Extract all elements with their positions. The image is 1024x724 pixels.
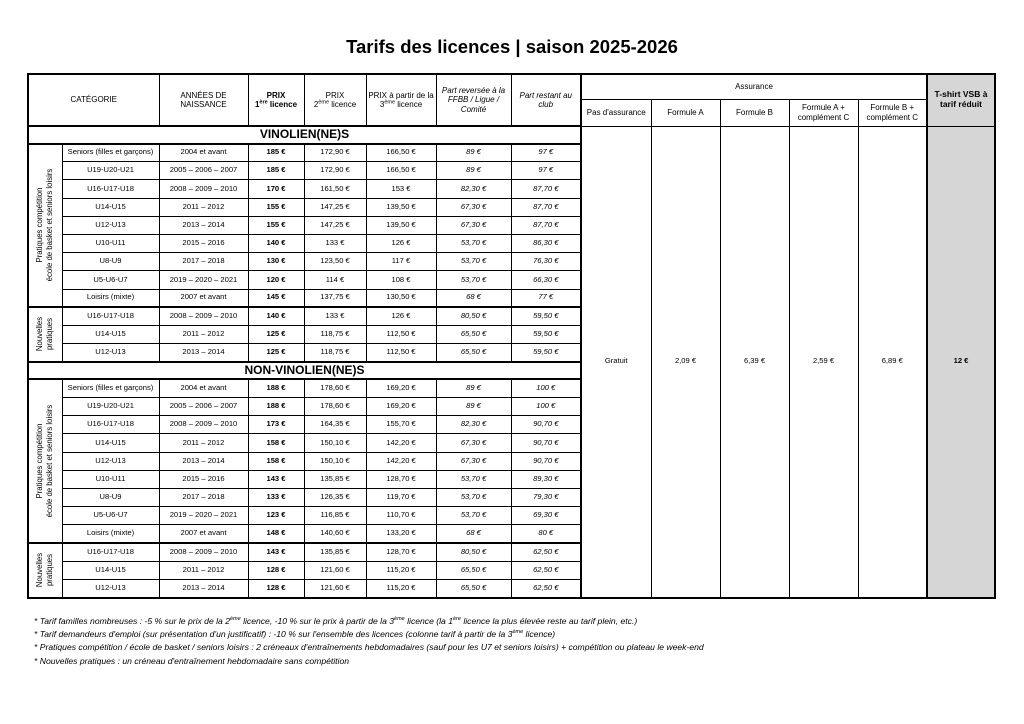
cell-annees: 2008 – 2009 – 2010 xyxy=(159,543,248,561)
cell-part-ffbb: 53,70 € xyxy=(436,253,511,271)
cell-prix-1: 128 € xyxy=(248,561,304,579)
footnote-sup: ème xyxy=(394,616,405,623)
footnote-text: * Pratiques compétition / école de basket / seniors loisirs : 2 créneaux d'entraînements hebdomadaires (sauf pour les U7 et seniors loisirs) + compétition ou plateau le week-end xyxy=(34,642,704,653)
cell-prix-2: 114 € xyxy=(304,271,366,289)
group-label-nouvelles xyxy=(28,543,62,598)
cell-prix-1: 145 € xyxy=(248,289,304,307)
cell-prix-1: 158 € xyxy=(248,434,304,452)
cell-prix-3: 169,20 € xyxy=(366,379,436,397)
cell-part-club: 86,30 € xyxy=(511,234,581,252)
cell-categorie: U12-U13 xyxy=(62,344,159,362)
cell-part-ffbb: 68 € xyxy=(436,525,511,543)
cell-categorie: Seniors (filles et garçons) xyxy=(62,144,159,162)
cell-prix-2: 121,60 € xyxy=(304,579,366,597)
footnotes xyxy=(34,615,704,668)
cell-prix-3: 139,50 € xyxy=(366,216,436,234)
cell-prix-3: 169,20 € xyxy=(366,397,436,415)
cell-prix-2: 123,50 € xyxy=(304,253,366,271)
header-prix-1: PRIX 1ère licence xyxy=(248,74,304,126)
cell-categorie: U16-U17-U18 xyxy=(62,416,159,434)
footnote-text: * Nouvelles pratiques : un créneau d'entraînement hebdomadaire sans compétition xyxy=(34,655,350,666)
cell-part-club: 69,30 € xyxy=(511,507,581,525)
cell-prix-2: 135,85 € xyxy=(304,470,366,488)
cell-prix-2: 150,10 € xyxy=(304,434,366,452)
footnote-text: licence, -10 % sur le prix à partir de la 3 xyxy=(240,616,395,626)
group-label-competition xyxy=(28,144,62,308)
cell-prix-2: 133 € xyxy=(304,307,366,325)
cell-prix-3: 126 € xyxy=(366,307,436,325)
cell-categorie: U14-U15 xyxy=(62,434,159,452)
cell-prix-3: 119,70 € xyxy=(366,488,436,506)
section-row xyxy=(28,126,995,144)
group-label-competition-line-2: école de basket et seniors loisirs xyxy=(45,169,55,282)
cell-annees: 2005 – 2006 – 2007 xyxy=(159,162,248,180)
cell-categorie: Loisirs (mixte) xyxy=(62,289,159,307)
header-annees: ANNÉES DE NAISSANCE xyxy=(159,74,248,126)
cell-annees: 2019 – 2020 – 2021 xyxy=(159,271,248,289)
cell-prix-1: 155 € xyxy=(248,198,304,216)
footnote-text: * Tarif demandeurs d'emploi (sur présentation d'un justificatif) : -10 % sur l'ensemble des licences (colonne tarif à partir de la 3 xyxy=(34,629,513,640)
cell-categorie: U16-U17-U18 xyxy=(62,307,159,325)
group-label-nouvelles-line-1: Nouvelles xyxy=(35,553,45,588)
cell-part-ffbb: 65,50 € xyxy=(436,561,511,579)
cell-prix-1: 140 € xyxy=(248,307,304,325)
cell-prix-3: 112,50 € xyxy=(366,325,436,343)
cell-prix-1: 188 € xyxy=(248,397,304,415)
cell-part-club: 66,30 € xyxy=(511,271,581,289)
cell-part-club: 90,70 € xyxy=(511,452,581,470)
cell-prix-2: 178,60 € xyxy=(304,397,366,415)
cell-prix-3: 133,20 € xyxy=(366,525,436,543)
cell-annees: 2005 – 2006 – 2007 xyxy=(159,397,248,415)
cell-prix-3: 117 € xyxy=(366,253,436,271)
cell-prix-2: 178,60 € xyxy=(304,379,366,397)
cell-prix-1: 128 € xyxy=(248,579,304,597)
cell-part-club: 97 € xyxy=(511,144,581,162)
cell-prix-1: 130 € xyxy=(248,253,304,271)
cell-annees: 2011 – 2012 xyxy=(159,434,248,452)
cell-prix-1: 143 € xyxy=(248,470,304,488)
cell-categorie: U8-U9 xyxy=(62,253,159,271)
cell-part-ffbb: 53,70 € xyxy=(436,271,511,289)
cell-part-ffbb: 53,70 € xyxy=(436,488,511,506)
header-formule-a-c: Formule A + complément C xyxy=(789,99,858,126)
cell-prix-3: 142,20 € xyxy=(366,434,436,452)
cell-categorie: U19-U20-U21 xyxy=(62,162,159,180)
footnote-sup: ème xyxy=(512,629,524,636)
cell-annees: 2008 – 2009 – 2010 xyxy=(159,180,248,198)
cell-prix-1: 188 € xyxy=(248,379,304,397)
cell-prix-2: 135,85 € xyxy=(304,543,366,561)
footnote-text: * Tarif familles nombreuses : -5 % sur le prix de la 2 xyxy=(34,616,230,626)
cell-categorie: U16-U17-U18 xyxy=(62,180,159,198)
cell-part-club: 59,50 € xyxy=(511,307,581,325)
cell-part-club: 87,70 € xyxy=(511,216,581,234)
group-label-competition xyxy=(28,379,62,543)
cell-prix-1: 155 € xyxy=(248,216,304,234)
cell-prix-3: 155,70 € xyxy=(366,416,436,434)
cell-prix-1: 185 € xyxy=(248,162,304,180)
cell-prix-2: 147,25 € xyxy=(304,198,366,216)
cell-formule-a: 2,09 € xyxy=(651,126,720,598)
cell-part-club: 62,50 € xyxy=(511,543,581,561)
cell-part-club: 100 € xyxy=(511,397,581,415)
cell-categorie: U14-U15 xyxy=(62,198,159,216)
cell-prix-1: 185 € xyxy=(248,144,304,162)
cell-part-ffbb: 89 € xyxy=(436,144,511,162)
cell-part-club: 89,30 € xyxy=(511,470,581,488)
cell-formule-a-c: 2,59 € xyxy=(789,126,858,598)
cell-part-ffbb: 65,50 € xyxy=(436,344,511,362)
cell-prix-2: 116,85 € xyxy=(304,507,366,525)
cell-prix-3: 153 € xyxy=(366,180,436,198)
cell-prix-3: 108 € xyxy=(366,271,436,289)
cell-annees: 2019 – 2020 – 2021 xyxy=(159,507,248,525)
footnote-sup: ère xyxy=(452,616,461,623)
cell-annees: 2015 – 2016 xyxy=(159,234,248,252)
cell-prix-1: 143 € xyxy=(248,543,304,561)
cell-prix-2: 137,75 € xyxy=(304,289,366,307)
footnote-text: licence la plus élevée reste au tarif plein, etc.) xyxy=(460,616,638,626)
cell-annees: 2013 – 2014 xyxy=(159,579,248,597)
cell-prix-2: 140,60 € xyxy=(304,525,366,543)
footnote-text: licence) xyxy=(523,629,556,640)
cell-prix-1: 170 € xyxy=(248,180,304,198)
header-formule-b: Formule B xyxy=(720,99,789,126)
header-part-ffbb: Part reversée à la FFBB / Ligue / Comité xyxy=(436,74,511,126)
cell-part-ffbb: 53,70 € xyxy=(436,234,511,252)
cell-categorie: Loisirs (mixte) xyxy=(62,525,159,543)
cell-part-club: 59,50 € xyxy=(511,344,581,362)
header-tshirt: T-shirt VSB à tarif réduit xyxy=(927,74,995,126)
group-label-competition-line-2: école de basket et seniors loisirs xyxy=(45,404,55,518)
cell-part-ffbb: 53,70 € xyxy=(436,470,511,488)
cell-prix-3: 139,50 € xyxy=(366,198,436,216)
cell-part-ffbb: 67,30 € xyxy=(436,216,511,234)
cell-annees: 2004 et avant xyxy=(159,379,248,397)
header-assurance: Assurance xyxy=(581,74,927,99)
cell-categorie: U19-U20-U21 xyxy=(62,397,159,415)
cell-part-club: 79,30 € xyxy=(511,488,581,506)
cell-prix-1: 133 € xyxy=(248,488,304,506)
cell-part-ffbb: 89 € xyxy=(436,379,511,397)
cell-prix-2: 164,35 € xyxy=(304,416,366,434)
group-label-nouvelles-line-2: pratiques xyxy=(45,554,55,587)
cell-tshirt: 12 € xyxy=(927,126,995,598)
footnote-text: licence (la 1 xyxy=(404,616,453,626)
cell-part-club: 77 € xyxy=(511,289,581,307)
cell-categorie: Seniors (filles et garçons) xyxy=(62,379,159,397)
cell-part-club: 87,70 € xyxy=(511,180,581,198)
cell-part-club: 76,30 € xyxy=(511,253,581,271)
cell-annees: 2007 et avant xyxy=(159,289,248,307)
group-label-nouvelles-line-2: pratiques xyxy=(45,318,55,351)
cell-annees: 2017 – 2018 xyxy=(159,488,248,506)
footnote xyxy=(34,655,704,668)
cell-annees: 2008 – 2009 – 2010 xyxy=(159,307,248,325)
cell-prix-2: 118,75 € xyxy=(304,325,366,343)
footnote xyxy=(34,641,704,654)
cell-annees: 2011 – 2012 xyxy=(159,325,248,343)
cell-prix-2: 133 € xyxy=(304,234,366,252)
cell-part-ffbb: 80,50 € xyxy=(436,307,511,325)
cell-part-ffbb: 65,50 € xyxy=(436,325,511,343)
section-title: NON-VINOLIEN(NE)S xyxy=(28,362,581,380)
cell-annees: 2007 et avant xyxy=(159,525,248,543)
cell-part-ffbb: 89 € xyxy=(436,397,511,415)
cell-annees: 2008 – 2009 – 2010 xyxy=(159,416,248,434)
cell-categorie: U5-U6-U7 xyxy=(62,507,159,525)
cell-prix-3: 112,50 € xyxy=(366,344,436,362)
cell-part-club: 59,50 € xyxy=(511,325,581,343)
cell-prix-2: 121,60 € xyxy=(304,561,366,579)
cell-prix-1: 125 € xyxy=(248,344,304,362)
section-title: VINOLIEN(NE)S xyxy=(28,126,581,144)
cell-part-ffbb: 67,30 € xyxy=(436,434,511,452)
footnote xyxy=(34,615,704,628)
cell-prix-2: 161,50 € xyxy=(304,180,366,198)
cell-categorie: U8-U9 xyxy=(62,488,159,506)
cell-part-ffbb: 67,30 € xyxy=(436,452,511,470)
cell-prix-1: 173 € xyxy=(248,416,304,434)
cell-annees: 2011 – 2012 xyxy=(159,198,248,216)
cell-part-club: 97 € xyxy=(511,162,581,180)
footnote xyxy=(34,628,704,641)
group-label-competition-line-1: Pratiques compétition xyxy=(35,423,45,499)
cell-prix-2: 150,10 € xyxy=(304,452,366,470)
cell-prix-1: 125 € xyxy=(248,325,304,343)
cell-pas-assurance: Gratuit xyxy=(581,126,651,598)
cell-formule-b-c: 6,89 € xyxy=(858,126,927,598)
header-formule-a: Formule A xyxy=(651,99,720,126)
cell-annees: 2013 – 2014 xyxy=(159,344,248,362)
cell-prix-1: 148 € xyxy=(248,525,304,543)
cell-part-ffbb: 65,50 € xyxy=(436,579,511,597)
cell-prix-3: 115,20 € xyxy=(366,579,436,597)
cell-prix-3: 110,70 € xyxy=(366,507,436,525)
cell-part-club: 62,50 € xyxy=(511,561,581,579)
cell-prix-2: 126,35 € xyxy=(304,488,366,506)
header-row-1 xyxy=(28,74,995,99)
cell-part-club: 87,70 € xyxy=(511,198,581,216)
cell-annees: 2015 – 2016 xyxy=(159,470,248,488)
cell-categorie: U14-U15 xyxy=(62,561,159,579)
header-pas-assurance: Pas d'assurance xyxy=(581,99,651,126)
header-prix-3: PRIX à partir de la 3ème licence xyxy=(366,74,436,126)
cell-prix-2: 172,90 € xyxy=(304,162,366,180)
cell-part-ffbb: 53,70 € xyxy=(436,507,511,525)
page-title: Tarifs des licences | saison 2025-2026 xyxy=(346,36,678,57)
cell-categorie: U16-U17-U18 xyxy=(62,543,159,561)
header-categorie: CATÉGORIE xyxy=(28,74,159,126)
cell-part-ffbb: 68 € xyxy=(436,289,511,307)
cell-prix-3: 128,70 € xyxy=(366,470,436,488)
cell-prix-1: 140 € xyxy=(248,234,304,252)
cell-categorie: U12-U13 xyxy=(62,216,159,234)
cell-categorie: U12-U13 xyxy=(62,579,159,597)
cell-annees: 2013 – 2014 xyxy=(159,452,248,470)
cell-categorie: U14-U15 xyxy=(62,325,159,343)
cell-annees: 2017 – 2018 xyxy=(159,253,248,271)
cell-annees: 2011 – 2012 xyxy=(159,561,248,579)
footnote-sup: ème xyxy=(230,616,241,623)
cell-part-club: 100 € xyxy=(511,379,581,397)
cell-prix-3: 130,50 € xyxy=(366,289,436,307)
group-label-nouvelles xyxy=(28,307,62,362)
cell-prix-3: 115,20 € xyxy=(366,561,436,579)
tariff-table xyxy=(27,73,996,599)
cell-prix-3: 166,50 € xyxy=(366,162,436,180)
cell-categorie: U10-U11 xyxy=(62,234,159,252)
cell-part-club: 90,70 € xyxy=(511,416,581,434)
cell-formule-b: 6,39 € xyxy=(720,126,789,598)
cell-categorie: U10-U11 xyxy=(62,470,159,488)
header-part-club: Part restant au club xyxy=(511,74,581,126)
group-label-competition-line-1: Pratiques compétition xyxy=(35,187,45,263)
cell-prix-2: 172,90 € xyxy=(304,144,366,162)
cell-prix-2: 118,75 € xyxy=(304,344,366,362)
cell-prix-1: 158 € xyxy=(248,452,304,470)
cell-prix-3: 126 € xyxy=(366,234,436,252)
cell-part-ffbb: 80,50 € xyxy=(436,543,511,561)
cell-prix-3: 142,20 € xyxy=(366,452,436,470)
header-formule-b-c: Formule B + complément C xyxy=(858,99,927,126)
cell-prix-2: 147,25 € xyxy=(304,216,366,234)
cell-part-club: 90,70 € xyxy=(511,434,581,452)
cell-prix-3: 128,70 € xyxy=(366,543,436,561)
group-label-nouvelles-line-1: Nouvelles xyxy=(35,317,45,352)
cell-part-ffbb: 82,30 € xyxy=(436,180,511,198)
cell-part-ffbb: 67,30 € xyxy=(436,198,511,216)
cell-part-ffbb: 89 € xyxy=(436,162,511,180)
cell-annees: 2013 – 2014 xyxy=(159,216,248,234)
header-prix-2: PRIX 2ème licence xyxy=(304,74,366,126)
cell-part-ffbb: 82,30 € xyxy=(436,416,511,434)
cell-part-club: 62,50 € xyxy=(511,579,581,597)
cell-prix-3: 166,50 € xyxy=(366,144,436,162)
cell-prix-1: 120 € xyxy=(248,271,304,289)
cell-part-club: 80 € xyxy=(511,525,581,543)
cell-categorie: U12-U13 xyxy=(62,452,159,470)
cell-annees: 2004 et avant xyxy=(159,144,248,162)
cell-categorie: U5-U6-U7 xyxy=(62,271,159,289)
cell-prix-1: 123 € xyxy=(248,507,304,525)
